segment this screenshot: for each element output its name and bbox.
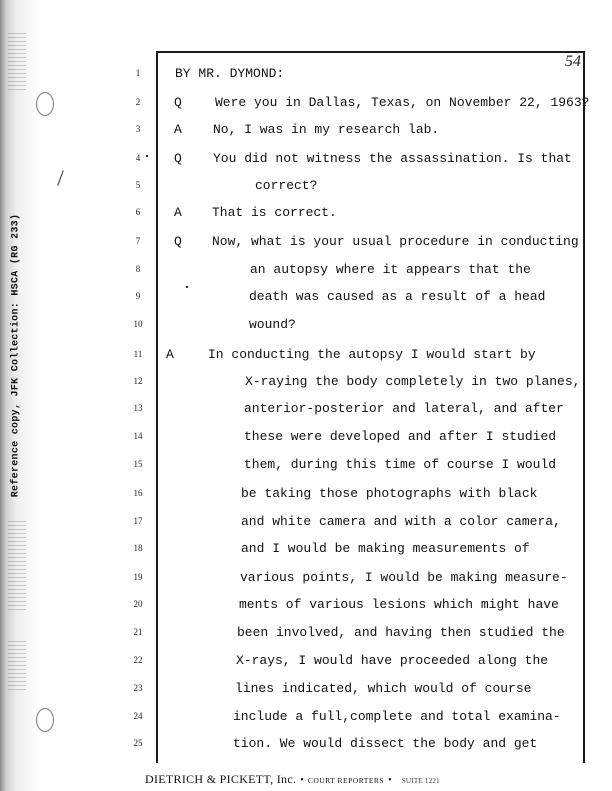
transcript-line: various points, I would be making measure- bbox=[240, 570, 568, 585]
punch-hole bbox=[36, 92, 54, 116]
reference-copy-stamp bbox=[2, 200, 30, 510]
page-number: 54 bbox=[565, 53, 581, 70]
line-number: 1 bbox=[135, 68, 141, 78]
line-number: 2 bbox=[135, 97, 141, 107]
transcript-line: death was caused as a result of a head bbox=[249, 289, 546, 304]
transcript-line: You did not witness the assassination. Is that bbox=[213, 151, 572, 166]
line-number: 8 bbox=[135, 264, 141, 274]
transcript-line: include a full,complete and total examina- bbox=[233, 709, 561, 724]
line-number: 5 bbox=[135, 180, 141, 190]
line-number: 4 bbox=[135, 153, 141, 163]
footer-separator: • bbox=[300, 775, 304, 786]
binding-speckle bbox=[8, 520, 26, 610]
speaker-label: Q bbox=[174, 234, 182, 249]
transcript-line: Now, what is your usual procedure in conducting bbox=[212, 234, 579, 249]
line-number: 25 bbox=[133, 738, 143, 748]
line-number: 23 bbox=[133, 683, 143, 693]
line-number: 14 bbox=[133, 431, 143, 441]
line-number: 21 bbox=[133, 627, 143, 637]
transcript-line: anterior-posterior and lateral, and after bbox=[244, 401, 564, 416]
line-number: 10 bbox=[133, 319, 143, 329]
line-number: 17 bbox=[133, 516, 143, 526]
footer-firm: DIETRICH & PICKETT, Inc. bbox=[145, 772, 297, 786]
transcript-line: lines indicated, which would of course bbox=[235, 681, 532, 696]
scan-mark bbox=[186, 286, 188, 288]
transcript-line: them, during this time of course I would bbox=[244, 457, 557, 472]
transcript-line: That is correct. bbox=[212, 205, 337, 220]
transcript-line: be taking those photographs with black bbox=[241, 486, 538, 501]
transcript-line: been involved, and having then studied the bbox=[237, 625, 565, 640]
scan-mark bbox=[57, 170, 63, 185]
line-number: 24 bbox=[133, 711, 143, 721]
footer bbox=[145, 770, 612, 786]
speaker-label: Q bbox=[174, 95, 182, 110]
speaker-label: A bbox=[174, 122, 182, 137]
line-number: 3 bbox=[135, 124, 141, 134]
line-number: 6 bbox=[135, 207, 141, 217]
transcript-line: BY MR. DYMOND: bbox=[175, 66, 285, 81]
line-number: 11 bbox=[133, 349, 143, 359]
stamp-text: Reference copy, JFK Collection: HSCA (RG 233) bbox=[10, 213, 22, 497]
transcript-line: In conducting the autopsy I would start by bbox=[208, 347, 536, 362]
line-number: 13 bbox=[133, 403, 143, 413]
footer-descriptor: COURT REPORTERS bbox=[307, 776, 385, 785]
transcript-line: correct? bbox=[255, 178, 318, 193]
transcript-line: X-raying the body completely in two planes, bbox=[245, 374, 581, 389]
footer-separator: • bbox=[388, 775, 392, 786]
line-number: 20 bbox=[133, 599, 143, 609]
speaker-label: Q bbox=[174, 151, 182, 166]
line-number: 19 bbox=[133, 572, 143, 582]
binding-speckle bbox=[8, 30, 26, 90]
speaker-label: A bbox=[166, 347, 174, 362]
line-number: 22 bbox=[133, 655, 143, 665]
line-number: 9 bbox=[135, 291, 141, 301]
transcript-line: wound? bbox=[249, 317, 296, 332]
line-number: 15 bbox=[133, 459, 143, 469]
line-number: 12 bbox=[133, 376, 143, 386]
line-number: 16 bbox=[133, 488, 143, 498]
line-number: 7 bbox=[135, 236, 141, 246]
transcript-line: Were you in Dallas, Texas, on November 22, 1963? bbox=[215, 95, 590, 110]
transcript-line: and I would be making measurements of bbox=[241, 541, 530, 556]
speaker-label: A bbox=[174, 205, 182, 220]
transcript-line: No, I was in my research lab. bbox=[213, 122, 440, 137]
transcript-line: and white camera and with a color camera, bbox=[241, 514, 561, 529]
transcript-line: X-rays, I would have proceeded along the bbox=[236, 653, 549, 668]
transcript-line: ments of various lesions which might have bbox=[239, 597, 559, 612]
line-number: 18 bbox=[133, 543, 143, 553]
transcript-line: tion. We would dissect the body and get bbox=[233, 736, 538, 751]
transcript-line: an autopsy where it appears that the bbox=[250, 262, 531, 277]
punch-hole bbox=[36, 708, 54, 732]
binding-speckle bbox=[8, 640, 26, 690]
footer-trailing: SUITE 1221 bbox=[401, 776, 440, 785]
transcript-line: these were developed and after I studied bbox=[244, 429, 557, 444]
